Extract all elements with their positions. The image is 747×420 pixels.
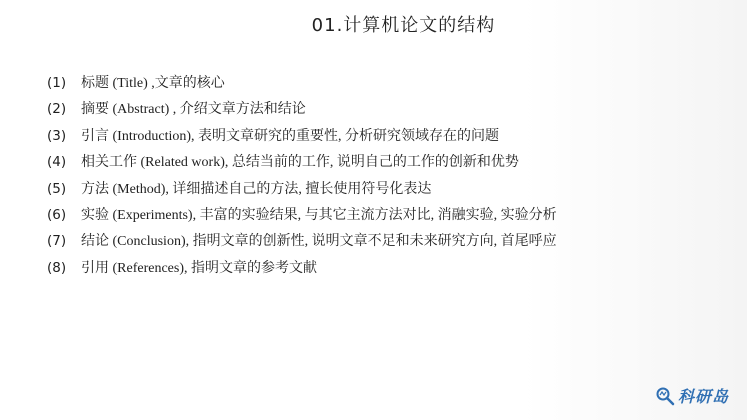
item-number: (6) xyxy=(47,206,67,223)
item-number: (7) xyxy=(47,233,67,250)
list-item xyxy=(47,202,737,228)
logo-text: 科研岛 xyxy=(677,387,729,406)
list-item xyxy=(47,228,737,254)
structure-list xyxy=(47,70,737,281)
item-text: 结论 (Conclusion), 指明文章的创新性, 说明文章不足和未来研究方向, 首尾呼应 xyxy=(81,234,557,250)
item-text: 实验 (Experiments), 丰富的实验结果, 与其它主流方法对比, 消融实验, 实验分析 xyxy=(81,207,557,223)
list-item xyxy=(47,255,737,281)
item-text: 引言 (Introduction), 表明文章研究的重要性, 分析研究领域存在的问题 xyxy=(81,128,500,144)
item-number: (1) xyxy=(47,75,67,91)
item-text: 相关工作 (Related work), 总结当前的工作, 说明自己的工作的创新和优势 xyxy=(81,155,519,171)
list-item xyxy=(47,70,737,96)
item-text: 摘要 (Abstract) , 介绍文章方法和结论 xyxy=(81,102,306,118)
magnifier-logo-icon xyxy=(655,386,675,406)
item-number: (5) xyxy=(47,180,67,197)
item-number: (3) xyxy=(47,127,67,144)
list-item xyxy=(47,123,737,149)
item-number: (4) xyxy=(47,154,67,171)
slide-title: 01.计算机论文的结构 xyxy=(311,15,496,36)
list-item xyxy=(47,96,737,122)
brand-logo xyxy=(655,384,729,407)
item-number: (2) xyxy=(47,101,67,118)
list-item xyxy=(47,149,737,175)
item-text: 标题 (Title) ,文章的核心 xyxy=(81,76,225,91)
list-item xyxy=(47,176,737,202)
item-text: 引用 (References), 指明文章的参考文献 xyxy=(81,260,318,276)
item-text: 方法 (Method), 详细描述自己的方法, 擅长使用符号化表达 xyxy=(81,181,432,197)
item-number: (8) xyxy=(47,259,67,276)
